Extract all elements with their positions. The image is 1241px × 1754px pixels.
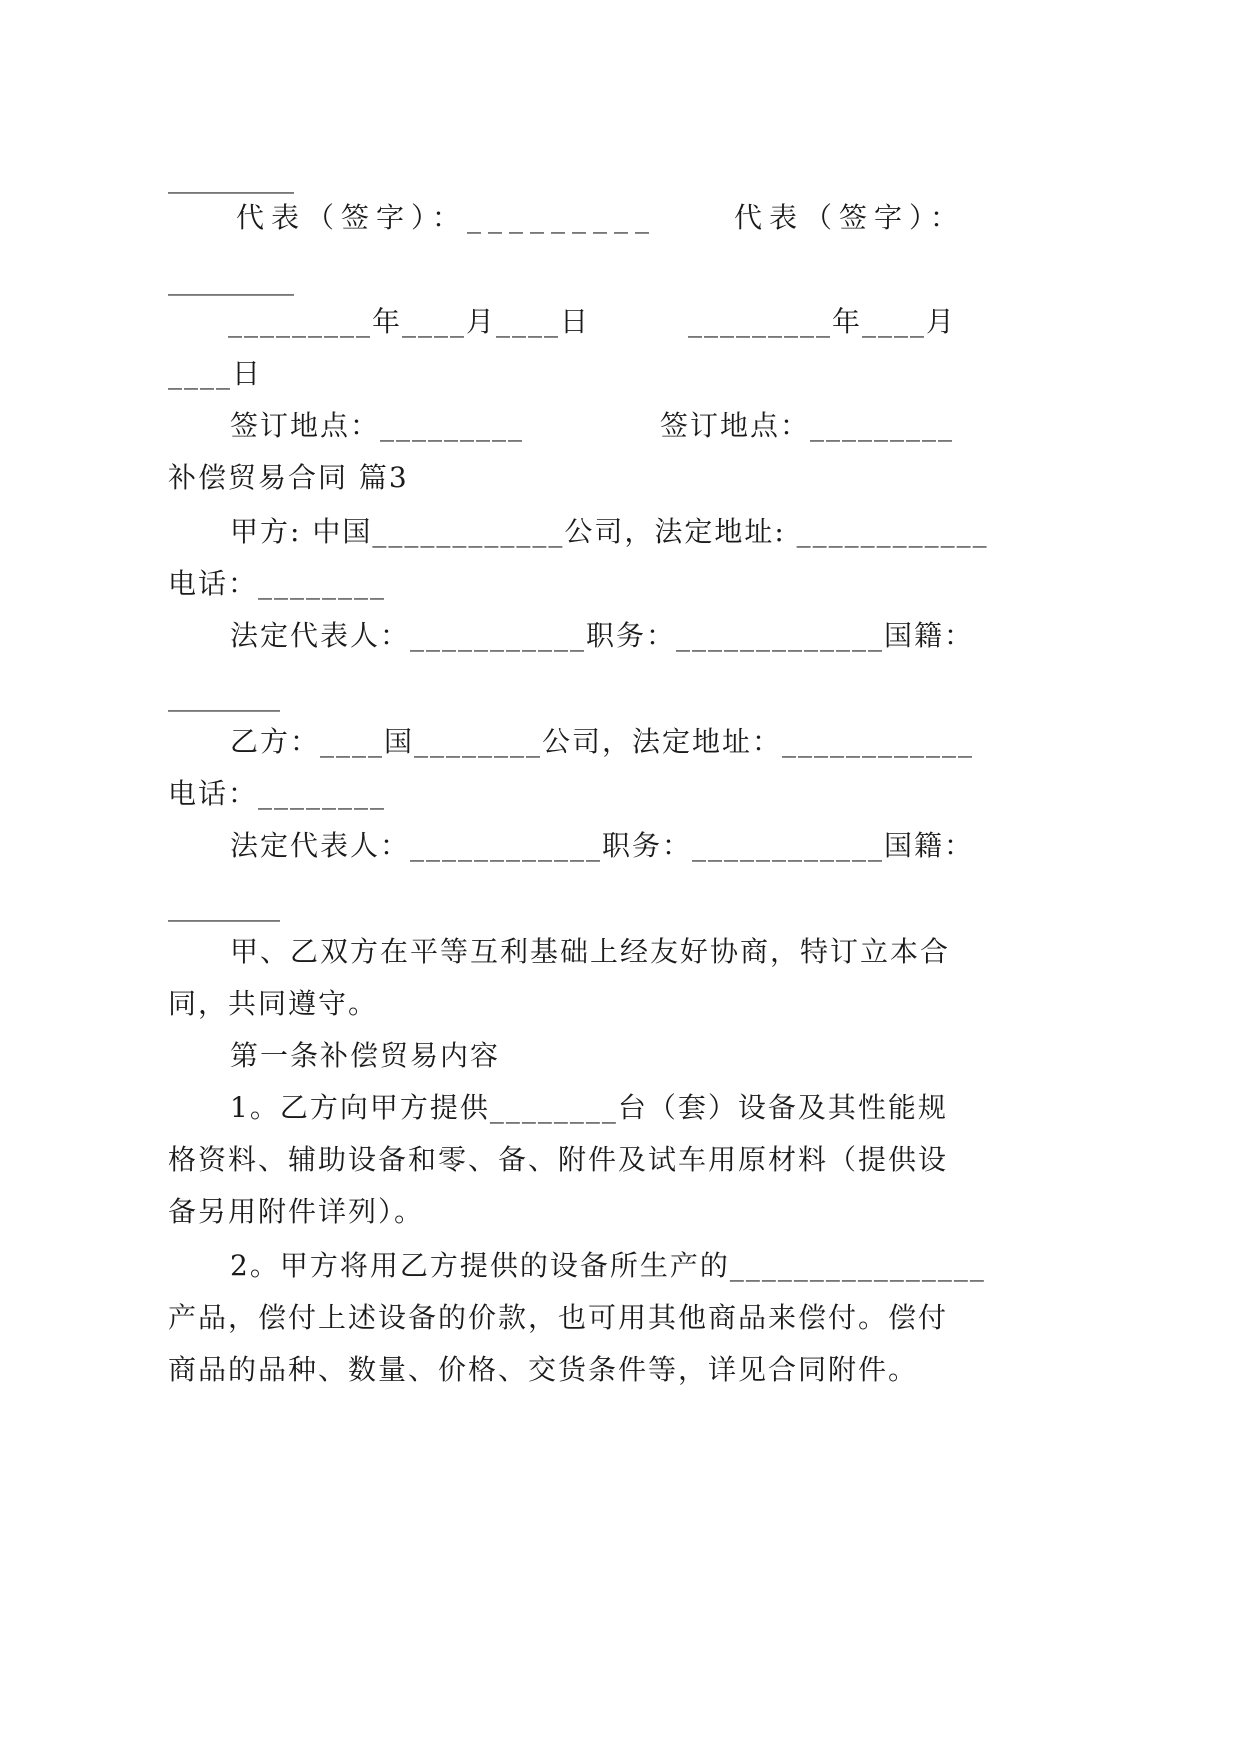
paragraph-text: 同，共同遵守。 — [168, 987, 379, 1020]
date-field-party-b: _________年____月 — [688, 305, 957, 338]
blank-line: _________ — [168, 161, 294, 194]
paragraph-text: 甲、乙双方在平等互利基础上经友好协商，特订立本合 — [230, 935, 951, 968]
clause-1-continued: 备另用附件详列）。 — [168, 1195, 425, 1228]
party-a-representative: 法定代表人：___________职务：_____________国籍： — [230, 619, 975, 652]
clause-1: 1。乙方向甲方提供________台（套）设备及其性能规 — [230, 1091, 948, 1124]
signing-place-party-b: 签订地点：_________ — [660, 409, 955, 442]
date-field-party-a: _________年____月____日 — [228, 305, 591, 338]
signature-field-party-a: 代表（签字）：_________ — [236, 201, 657, 234]
party-b-info: 乙方：____国________公司，法定地址：____________ — [230, 725, 975, 758]
party-a-info: 甲方: 中国____________公司，法定地址: ____________ — [230, 515, 989, 548]
clause-2-continued: 产品，偿付上述设备的价款，也可用其他商品来偿付。偿付 — [168, 1301, 949, 1334]
date-field-day: ____日 — [168, 357, 263, 390]
blank-line: _________ — [168, 263, 294, 296]
article-heading: 第一条补偿贸易内容 — [230, 1039, 501, 1072]
signing-place-party-a: 签订地点：_________ — [230, 409, 525, 442]
signature-field-party-b: 代表（签字）： — [734, 201, 966, 234]
clause-2: 2。甲方将用乙方提供的设备所生产的________________ — [230, 1249, 986, 1282]
party-b-representative: 法定代表人：____________职务：____________国籍： — [230, 829, 975, 862]
blank-line: ________ — [168, 679, 280, 712]
party-b-phone: 电话：________ — [168, 777, 387, 810]
blank-line: ________ — [168, 889, 280, 922]
section-title: 补偿贸易合同 篇3 — [168, 461, 409, 494]
party-a-phone: 电话：________ — [168, 567, 387, 600]
clause-1-continued: 格资料、辅助设备和零、备、附件及试车用原材料（提供设 — [168, 1143, 949, 1176]
clause-2-continued: 商品的品种、数量、价格、交货条件等，详见合同附件。 — [168, 1353, 919, 1386]
